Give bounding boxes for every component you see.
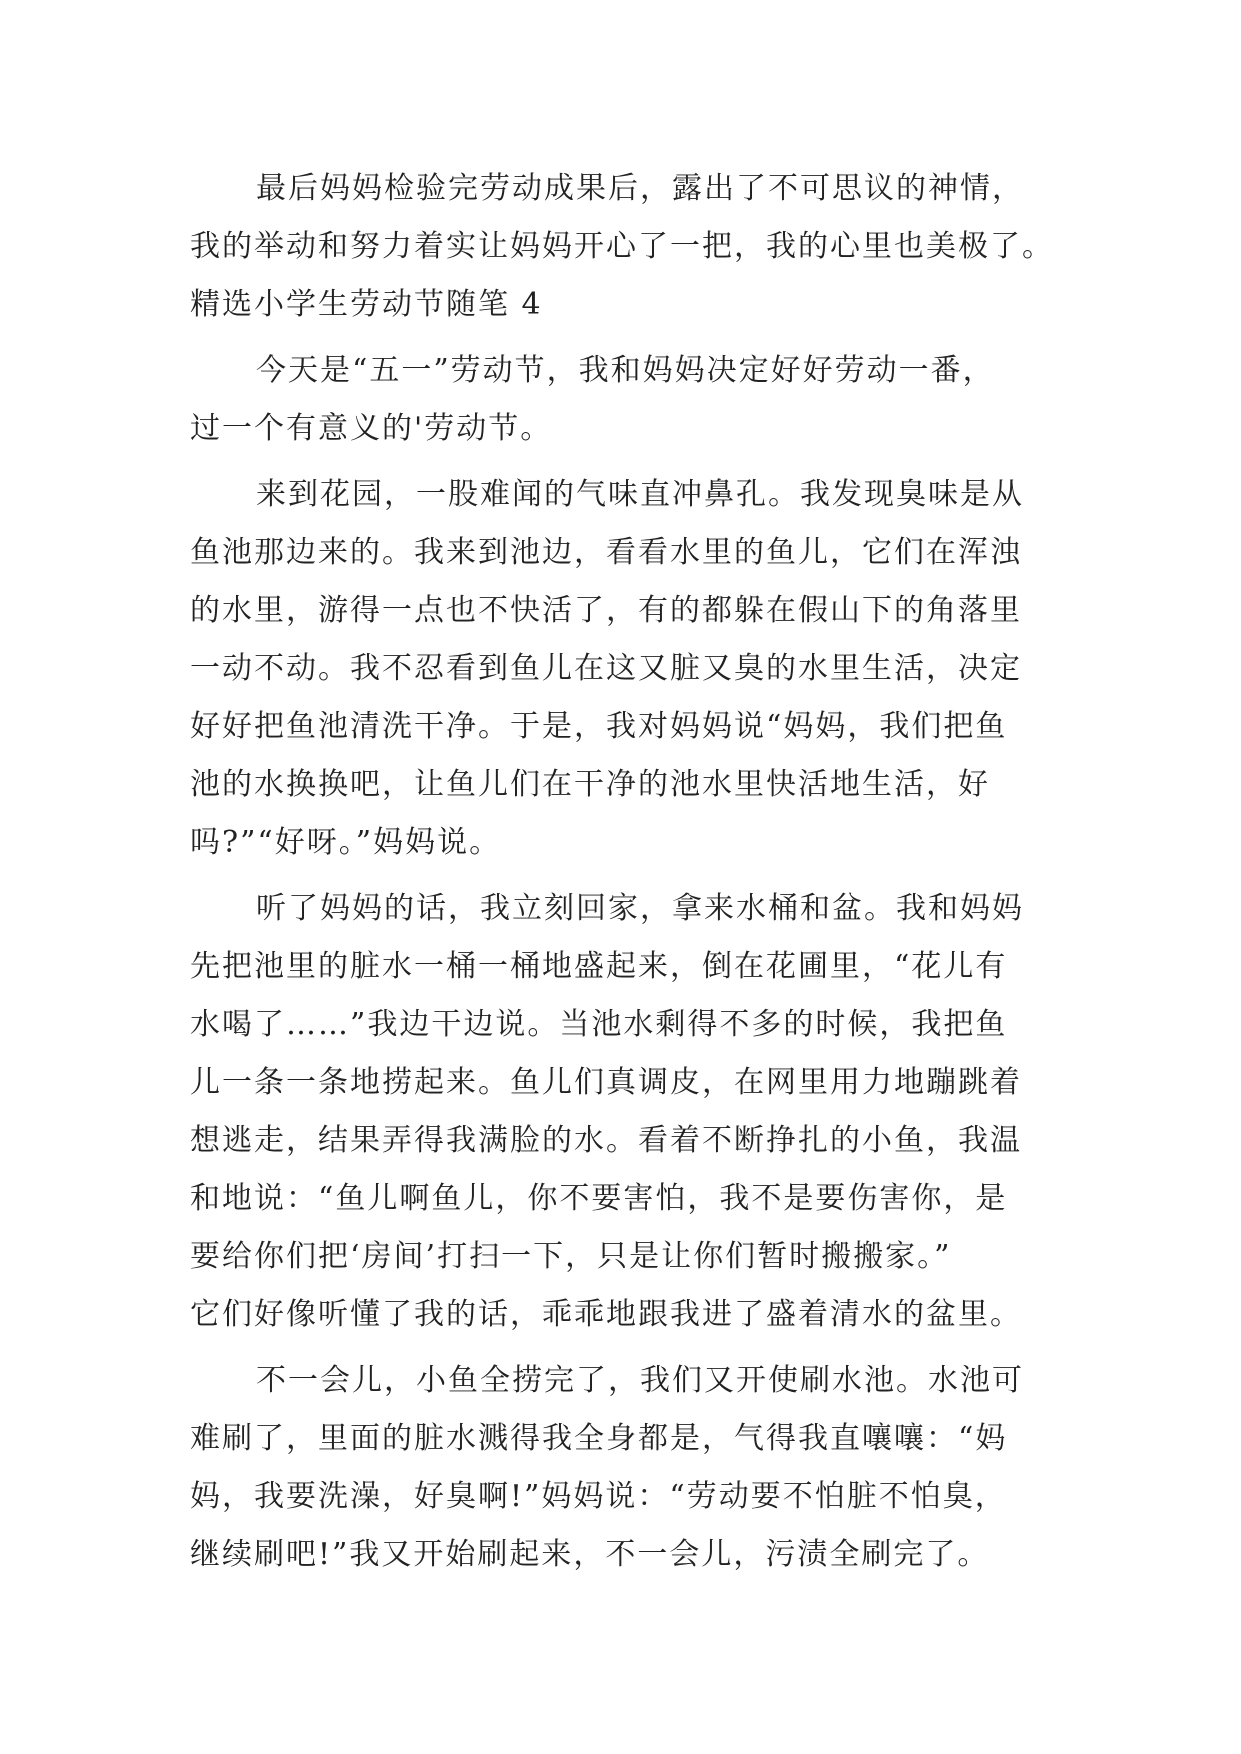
paragraph-line: 难刷了，里面的脏水溅得我全身都是，气得我直嚷嚷：“妈	[190, 1421, 1008, 1456]
paragraph-line: 儿一条一条地捞起来。鱼儿们真调皮，在网里用力地蹦跳着	[190, 1065, 1022, 1100]
paragraph-line: 水喝了……”我边干边说。当池水剩得不多的时候，我把鱼	[190, 1007, 1008, 1042]
paragraph-line: 今天是“五一”劳动节，我和妈妈决定好好劳动一番，	[256, 353, 995, 388]
paragraph-line: 来到花园，一股难闻的气味直冲鼻孔。我发现臭味是从	[256, 477, 1024, 512]
paragraph-line: 我的举动和努力着实让妈妈开心了一把，我的心里也美极了。	[190, 229, 1054, 264]
paragraph-line: 先把池里的脏水一桶一桶地盛起来，倒在花圃里，“花儿有	[190, 949, 1008, 984]
paragraph-line: 妈，我要洗澡，好臭啊!”妈妈说：“劳动要不怕脏不怕臭，	[190, 1479, 1007, 1514]
document-body	[190, 160, 1080, 1584]
paragraph-line: 不一会儿，小鱼全捞完了，我们又开使刷水池。水池可	[256, 1363, 1024, 1398]
paragraph-line: 它们好像听懂了我的话，乖乖地跟我进了盛着清水的盆里。	[190, 1297, 1022, 1332]
paragraph-line: 一动不动。我不忍看到鱼儿在这又脏又臭的水里生活，决定	[190, 651, 1022, 686]
paragraph-line: 吗?”“好呀。”妈妈说。	[190, 825, 502, 860]
paragraph-line: 听了妈妈的话，我立刻回家，拿来水桶和盆。我和妈妈	[256, 891, 1024, 926]
paragraph-line: 好好把鱼池清洗干净。于是，我对妈妈说“妈妈，我们把鱼	[190, 709, 1008, 744]
section-heading: 精选小学生劳动节随笔 4	[190, 287, 543, 322]
paragraph-line: 和地说：“鱼儿啊鱼儿，你不要害怕，我不是要伤害你，是	[190, 1181, 1008, 1216]
paragraph-line: 最后妈妈检验完劳动成果后，露出了不可思议的神情，	[256, 171, 1024, 206]
paragraph-line: 池的水换换吧，让鱼儿们在干净的池水里快活地生活，好	[190, 767, 990, 802]
paragraph-line: 鱼池那边来的。我来到池边，看看水里的鱼儿，它们在浑浊	[190, 535, 1022, 570]
paragraph-line: 过一个有意义的'劳动节。	[190, 411, 553, 446]
paragraph-line: 要给你们把‘房间’打扫一下，只是让你们暂时搬搬家。”	[190, 1239, 952, 1274]
paragraph-line: 继续刷吧!”我又开始刷起来，不一会儿，污渍全刷完了。	[190, 1537, 990, 1572]
paragraph-line: 的水里，游得一点也不快活了，有的都躲在假山下的角落里	[190, 593, 1022, 628]
paragraph-line: 想逃走，结果弄得我满脸的水。看着不断挣扎的小鱼，我温	[190, 1123, 1022, 1158]
